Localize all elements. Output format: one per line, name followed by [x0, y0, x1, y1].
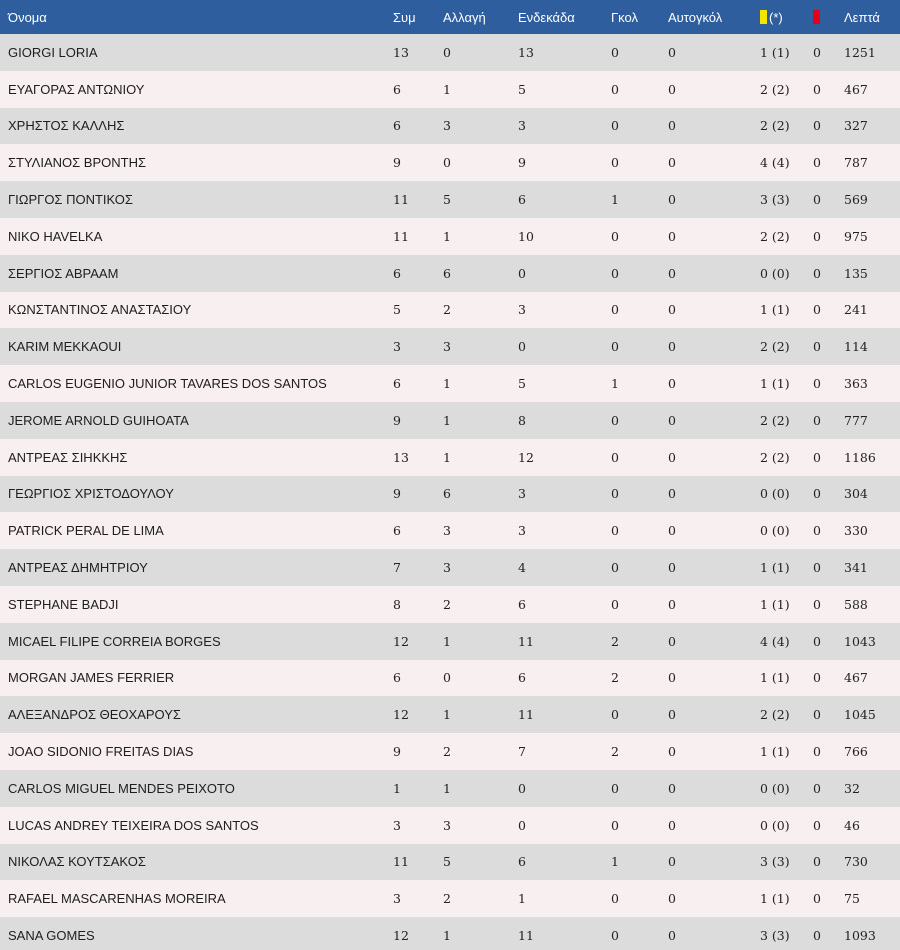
lineups-cell: 6: [518, 670, 526, 686]
yellow-cards-cell: 2 (2): [760, 118, 790, 134]
red-cards-cell: 0: [813, 228, 821, 244]
lineups-cell: 3: [518, 523, 526, 539]
goals-cell: 0: [611, 302, 619, 318]
subs-cell: 2: [443, 302, 451, 318]
apps-cell: 7: [393, 560, 401, 576]
player-name: ΚΩΝΣΤΑΝΤΙΝΟΣ ΑΝΑΣΤΑΣΙΟΥ: [8, 302, 192, 318]
minutes-cell: 730: [844, 854, 868, 870]
table-row: [0, 439, 900, 476]
table-row: [0, 34, 900, 71]
minutes-cell: 241: [844, 302, 868, 318]
red-cards-cell: 0: [813, 891, 821, 907]
red-cards-cell: 0: [813, 854, 821, 870]
subs-cell: 3: [443, 118, 451, 134]
goals-cell: 2: [611, 744, 619, 760]
yellow-cards-cell: 0 (0): [760, 523, 790, 539]
minutes-cell: 588: [844, 596, 868, 612]
minutes-cell: 777: [844, 412, 868, 428]
yellow-cards-cell: 4 (4): [760, 633, 790, 649]
apps-cell: 13: [393, 44, 409, 60]
minutes-cell: 1186: [844, 449, 876, 465]
minutes-cell: 135: [844, 265, 868, 281]
apps-cell: 6: [393, 376, 401, 392]
subs-cell: 1: [443, 412, 451, 428]
own-goals-cell: 0: [668, 707, 676, 723]
yellow-cards-cell: 1 (1): [760, 44, 790, 60]
own-goals-cell: 0: [668, 560, 676, 576]
table-row: [0, 549, 900, 586]
apps-cell: 6: [393, 265, 401, 281]
apps-cell: 12: [393, 707, 409, 723]
subs-cell: 6: [443, 486, 451, 502]
yellow-cards-cell: 0 (0): [760, 780, 790, 796]
minutes-cell: 46: [844, 817, 860, 833]
goals-cell: 0: [611, 523, 619, 539]
player-name: PATRICK PERAL DE LIMA: [8, 523, 164, 539]
red-cards-cell: 0: [813, 817, 821, 833]
apps-cell: 9: [393, 155, 401, 171]
goals-cell: 2: [611, 670, 619, 686]
yellow-cards-cell: 1 (1): [760, 376, 790, 392]
table-row: [0, 696, 900, 733]
table-row: [0, 218, 900, 255]
red-cards-cell: 0: [813, 596, 821, 612]
goals-cell: 0: [611, 486, 619, 502]
yellow-cards-cell: 2 (2): [760, 707, 790, 723]
table-row: [0, 733, 900, 770]
yellow-cards-cell: 0 (0): [760, 265, 790, 281]
lineups-cell: 13: [518, 44, 534, 60]
lineups-cell: 0: [518, 265, 526, 281]
subs-cell: 0: [443, 670, 451, 686]
red-cards-cell: 0: [813, 118, 821, 134]
lineups-cell: 0: [518, 780, 526, 796]
lineups-cell: 6: [518, 192, 526, 208]
yellow-cards-cell: 1 (1): [760, 560, 790, 576]
own-goals-cell: 0: [668, 486, 676, 502]
lineups-cell: 1: [518, 891, 526, 907]
goals-cell: 0: [611, 817, 619, 833]
lineups-cell: 0: [518, 817, 526, 833]
subs-cell: 1: [443, 633, 451, 649]
minutes-cell: 341: [844, 560, 868, 576]
header-goals[interactable]: Γκολ: [611, 9, 638, 25]
yellow-cards-cell: 4 (4): [760, 155, 790, 171]
red-cards-cell: 0: [813, 780, 821, 796]
table-row: [0, 807, 900, 844]
own-goals-cell: 0: [668, 744, 676, 760]
own-goals-cell: 0: [668, 891, 676, 907]
yellow-cards-cell: 1 (1): [760, 596, 790, 612]
lineups-cell: 11: [518, 633, 534, 649]
subs-cell: 0: [443, 44, 451, 60]
table-row: [0, 328, 900, 365]
subs-cell: 2: [443, 891, 451, 907]
table-row: [0, 365, 900, 402]
minutes-cell: 1043: [844, 633, 876, 649]
subs-cell: 1: [443, 228, 451, 244]
apps-cell: 13: [393, 449, 409, 465]
player-name: ΓΙΩΡΓΟΣ ΠΟΝΤΙΚΟΣ: [8, 192, 133, 208]
lineups-cell: 5: [518, 376, 526, 392]
lineups-cell: 3: [518, 302, 526, 318]
apps-cell: 6: [393, 523, 401, 539]
player-name: ΣΤΥΛΙΑΝΟΣ ΒΡΟΝΤΗΣ: [8, 155, 147, 171]
yellow-cards-cell: 3 (3): [760, 928, 790, 944]
yellow-cards-cell: 3 (3): [760, 192, 790, 208]
subs-cell: 2: [443, 744, 451, 760]
minutes-cell: 975: [844, 228, 868, 244]
table-row: [0, 108, 900, 145]
apps-cell: 6: [393, 81, 401, 97]
red-cards-cell: 0: [813, 633, 821, 649]
lineups-cell: 11: [518, 707, 534, 723]
minutes-cell: 467: [844, 670, 868, 686]
apps-cell: 9: [393, 412, 401, 428]
yellow-card-icon: [760, 10, 767, 24]
apps-cell: 6: [393, 118, 401, 134]
apps-cell: 12: [393, 633, 409, 649]
yellow-cards-cell: 1 (1): [760, 744, 790, 760]
own-goals-cell: 0: [668, 155, 676, 171]
own-goals-cell: 0: [668, 633, 676, 649]
subs-cell: 3: [443, 339, 451, 355]
table-row: [0, 512, 900, 549]
player-name: MORGAN JAMES FERRIER: [8, 670, 175, 686]
goals-cell: 1: [611, 192, 619, 208]
lineups-cell: 4: [518, 560, 526, 576]
player-name: JEROME ARNOLD GUIHOATA: [8, 412, 189, 428]
player-name: RAFAEL MASCARENHAS MOREIRA: [8, 891, 226, 907]
minutes-cell: 766: [844, 744, 868, 760]
red-cards-cell: 0: [813, 707, 821, 723]
own-goals-cell: 0: [668, 596, 676, 612]
minutes-cell: 1093: [844, 928, 876, 944]
header-name[interactable]: Όνομα: [8, 9, 47, 25]
goals-cell: 1: [611, 854, 619, 870]
yellow-cards-cell: 3 (3): [760, 854, 790, 870]
subs-cell: 1: [443, 707, 451, 723]
minutes-cell: 75: [844, 891, 860, 907]
minutes-cell: 467: [844, 81, 868, 97]
subs-cell: 5: [443, 192, 451, 208]
apps-cell: 12: [393, 928, 409, 944]
goals-cell: 0: [611, 412, 619, 428]
minutes-cell: 363: [844, 376, 868, 392]
minutes-cell: 330: [844, 523, 868, 539]
player-name: JOAO SIDONIO FREITAS DIAS: [8, 744, 194, 760]
yellow-cards-cell: 0 (0): [760, 486, 790, 502]
goals-cell: 1: [611, 376, 619, 392]
player-name: CARLOS MIGUEL MENDES PEIXOTO: [8, 780, 235, 796]
own-goals-cell: 0: [668, 302, 676, 318]
red-cards-cell: 0: [813, 376, 821, 392]
apps-cell: 9: [393, 744, 401, 760]
lineups-cell: 12: [518, 449, 534, 465]
header-apps[interactable]: Συμ: [393, 9, 416, 25]
subs-cell: 1: [443, 81, 451, 97]
own-goals-cell: 0: [668, 817, 676, 833]
own-goals-cell: 0: [668, 44, 676, 60]
own-goals-cell: 0: [668, 780, 676, 796]
subs-cell: 3: [443, 523, 451, 539]
apps-cell: 3: [393, 817, 401, 833]
lineups-cell: 6: [518, 596, 526, 612]
table-row: [0, 402, 900, 439]
table-row: [0, 623, 900, 660]
player-name: SANA GOMES: [8, 928, 95, 944]
player-name: GIORGI LORIA: [8, 44, 98, 60]
player-name: ΓΕΩΡΓΙΟΣ ΧΡΙΣΤΟΔΟΥΛΟΥ: [8, 486, 174, 502]
apps-cell: 1: [393, 780, 401, 796]
lineups-cell: 3: [518, 486, 526, 502]
lineups-cell: 0: [518, 339, 526, 355]
player-name: ΣΕΡΓΙΟΣ ΑΒΡΑΑΜ: [8, 265, 119, 281]
red-cards-cell: 0: [813, 339, 821, 355]
goals-cell: 0: [611, 560, 619, 576]
table-row: [0, 292, 900, 329]
header-yellow-suffix: (*): [769, 9, 783, 25]
red-cards-cell: 0: [813, 44, 821, 60]
lineups-cell: 7: [518, 744, 526, 760]
own-goals-cell: 0: [668, 376, 676, 392]
player-name: NIKO HAVELKA: [8, 228, 103, 244]
own-goals-cell: 0: [668, 928, 676, 944]
own-goals-cell: 0: [668, 854, 676, 870]
player-name: KARIM MEKKAOUI: [8, 339, 122, 355]
goals-cell: 2: [611, 633, 619, 649]
goals-cell: 0: [611, 596, 619, 612]
yellow-cards-cell: 1 (1): [760, 302, 790, 318]
minutes-cell: 787: [844, 155, 868, 171]
subs-cell: 0: [443, 155, 451, 171]
yellow-cards-cell: 2 (2): [760, 228, 790, 244]
red-cards-cell: 0: [813, 192, 821, 208]
subs-cell: 1: [443, 449, 451, 465]
minutes-cell: 32: [844, 780, 860, 796]
header-lineups[interactable]: Ενδεκάδα: [518, 9, 575, 25]
yellow-cards-cell: 1 (1): [760, 891, 790, 907]
goals-cell: 0: [611, 707, 619, 723]
table-row: [0, 660, 900, 697]
subs-cell: 5: [443, 854, 451, 870]
yellow-cards-cell: 2 (2): [760, 449, 790, 465]
minutes-cell: 327: [844, 118, 868, 134]
header-row: [0, 0, 900, 34]
player-name: ΑΝΤΡΕΑΣ ΔΗΜΗΤΡΙΟΥ: [8, 560, 148, 576]
goals-cell: 0: [611, 891, 619, 907]
red-cards-cell: 0: [813, 412, 821, 428]
goals-cell: 0: [611, 339, 619, 355]
red-card-icon: [813, 10, 820, 24]
minutes-cell: 1251: [844, 44, 876, 60]
minutes-cell: 1045: [844, 707, 876, 723]
goals-cell: 0: [611, 118, 619, 134]
player-name: ΕΥΑΓΟΡΑΣ ΑΝΤΩΝΙΟΥ: [8, 81, 145, 97]
table-row: [0, 144, 900, 181]
table-row: [0, 476, 900, 513]
yellow-cards-cell: 2 (2): [760, 339, 790, 355]
red-cards-cell: 0: [813, 928, 821, 944]
goals-cell: 0: [611, 228, 619, 244]
header-subs[interactable]: Αλλαγή: [443, 9, 486, 25]
apps-cell: 3: [393, 891, 401, 907]
table-row: [0, 71, 900, 108]
minutes-cell: 304: [844, 486, 868, 502]
red-cards-cell: 0: [813, 486, 821, 502]
header-own-goals[interactable]: Αυτογκόλ: [668, 9, 723, 25]
player-name: STEPHANE BADJI: [8, 596, 119, 612]
own-goals-cell: 0: [668, 339, 676, 355]
red-cards-cell: 0: [813, 560, 821, 576]
red-cards-cell: 0: [813, 670, 821, 686]
lineups-cell: 5: [518, 81, 526, 97]
own-goals-cell: 0: [668, 412, 676, 428]
lineups-cell: 10: [518, 228, 534, 244]
table-row: [0, 586, 900, 623]
goals-cell: 0: [611, 780, 619, 796]
player-name: ΑΛΕΞΑΝΔΡΟΣ ΘΕΟΧΑΡΟΥΣ: [8, 707, 181, 723]
yellow-cards-cell: 0 (0): [760, 817, 790, 833]
red-cards-cell: 0: [813, 744, 821, 760]
apps-cell: 6: [393, 670, 401, 686]
own-goals-cell: 0: [668, 228, 676, 244]
apps-cell: 11: [393, 228, 409, 244]
own-goals-cell: 0: [668, 449, 676, 465]
table-body: [0, 34, 900, 950]
yellow-cards-cell: 2 (2): [760, 412, 790, 428]
subs-cell: 6: [443, 265, 451, 281]
subs-cell: 1: [443, 928, 451, 944]
subs-cell: 2: [443, 596, 451, 612]
lineups-cell: 11: [518, 928, 534, 944]
red-cards-cell: 0: [813, 523, 821, 539]
goals-cell: 0: [611, 265, 619, 281]
own-goals-cell: 0: [668, 265, 676, 281]
lineups-cell: 3: [518, 118, 526, 134]
lineups-cell: 6: [518, 854, 526, 870]
own-goals-cell: 0: [668, 192, 676, 208]
red-cards-cell: 0: [813, 449, 821, 465]
yellow-cards-cell: 1 (1): [760, 670, 790, 686]
own-goals-cell: 0: [668, 670, 676, 686]
player-name: ΧΡΗΣΤΟΣ ΚΑΛΛΗΣ: [8, 118, 125, 134]
red-cards-cell: 0: [813, 302, 821, 318]
apps-cell: 3: [393, 339, 401, 355]
minutes-cell: 114: [844, 339, 868, 355]
table-row: [0, 844, 900, 881]
own-goals-cell: 0: [668, 523, 676, 539]
player-name: LUCAS ANDREY TEIXEIRA DOS SANTOS: [8, 817, 259, 833]
apps-cell: 11: [393, 854, 409, 870]
player-name: MICAEL FILIPE CORREIA BORGES: [8, 633, 221, 649]
apps-cell: 5: [393, 302, 401, 318]
goals-cell: 0: [611, 449, 619, 465]
header-minutes[interactable]: Λεπτά: [844, 9, 880, 25]
apps-cell: 11: [393, 192, 409, 208]
red-cards-cell: 0: [813, 265, 821, 281]
goals-cell: 0: [611, 81, 619, 97]
minutes-cell: 569: [844, 192, 868, 208]
subs-cell: 1: [443, 780, 451, 796]
table-row: [0, 181, 900, 218]
yellow-cards-cell: 2 (2): [760, 81, 790, 97]
player-name: CARLOS EUGENIO JUNIOR TAVARES DOS SANTOS: [8, 376, 327, 392]
red-cards-cell: 0: [813, 81, 821, 97]
table-row: [0, 917, 900, 950]
table-row: [0, 880, 900, 917]
header-red-cards[interactable]: [813, 0, 844, 34]
apps-cell: 9: [393, 486, 401, 502]
goals-cell: 0: [611, 155, 619, 171]
table-row: [0, 770, 900, 807]
goals-cell: 0: [611, 928, 619, 944]
red-cards-cell: 0: [813, 155, 821, 171]
subs-cell: 3: [443, 817, 451, 833]
table-row: [0, 255, 900, 292]
lineups-cell: 8: [518, 412, 526, 428]
own-goals-cell: 0: [668, 81, 676, 97]
lineups-cell: 9: [518, 155, 526, 171]
subs-cell: 1: [443, 376, 451, 392]
player-name: ΝΙΚΟΛΑΣ ΚΟΥΤΣΑΚΟΣ: [8, 854, 146, 870]
header-yellow-cards[interactable]: [760, 0, 813, 34]
apps-cell: 8: [393, 596, 401, 612]
table-header: [0, 0, 900, 34]
subs-cell: 3: [443, 560, 451, 576]
goals-cell: 0: [611, 44, 619, 60]
player-name: ΑΝΤΡΕΑΣ ΣΙΗΚΚΗΣ: [8, 449, 128, 465]
own-goals-cell: 0: [668, 118, 676, 134]
